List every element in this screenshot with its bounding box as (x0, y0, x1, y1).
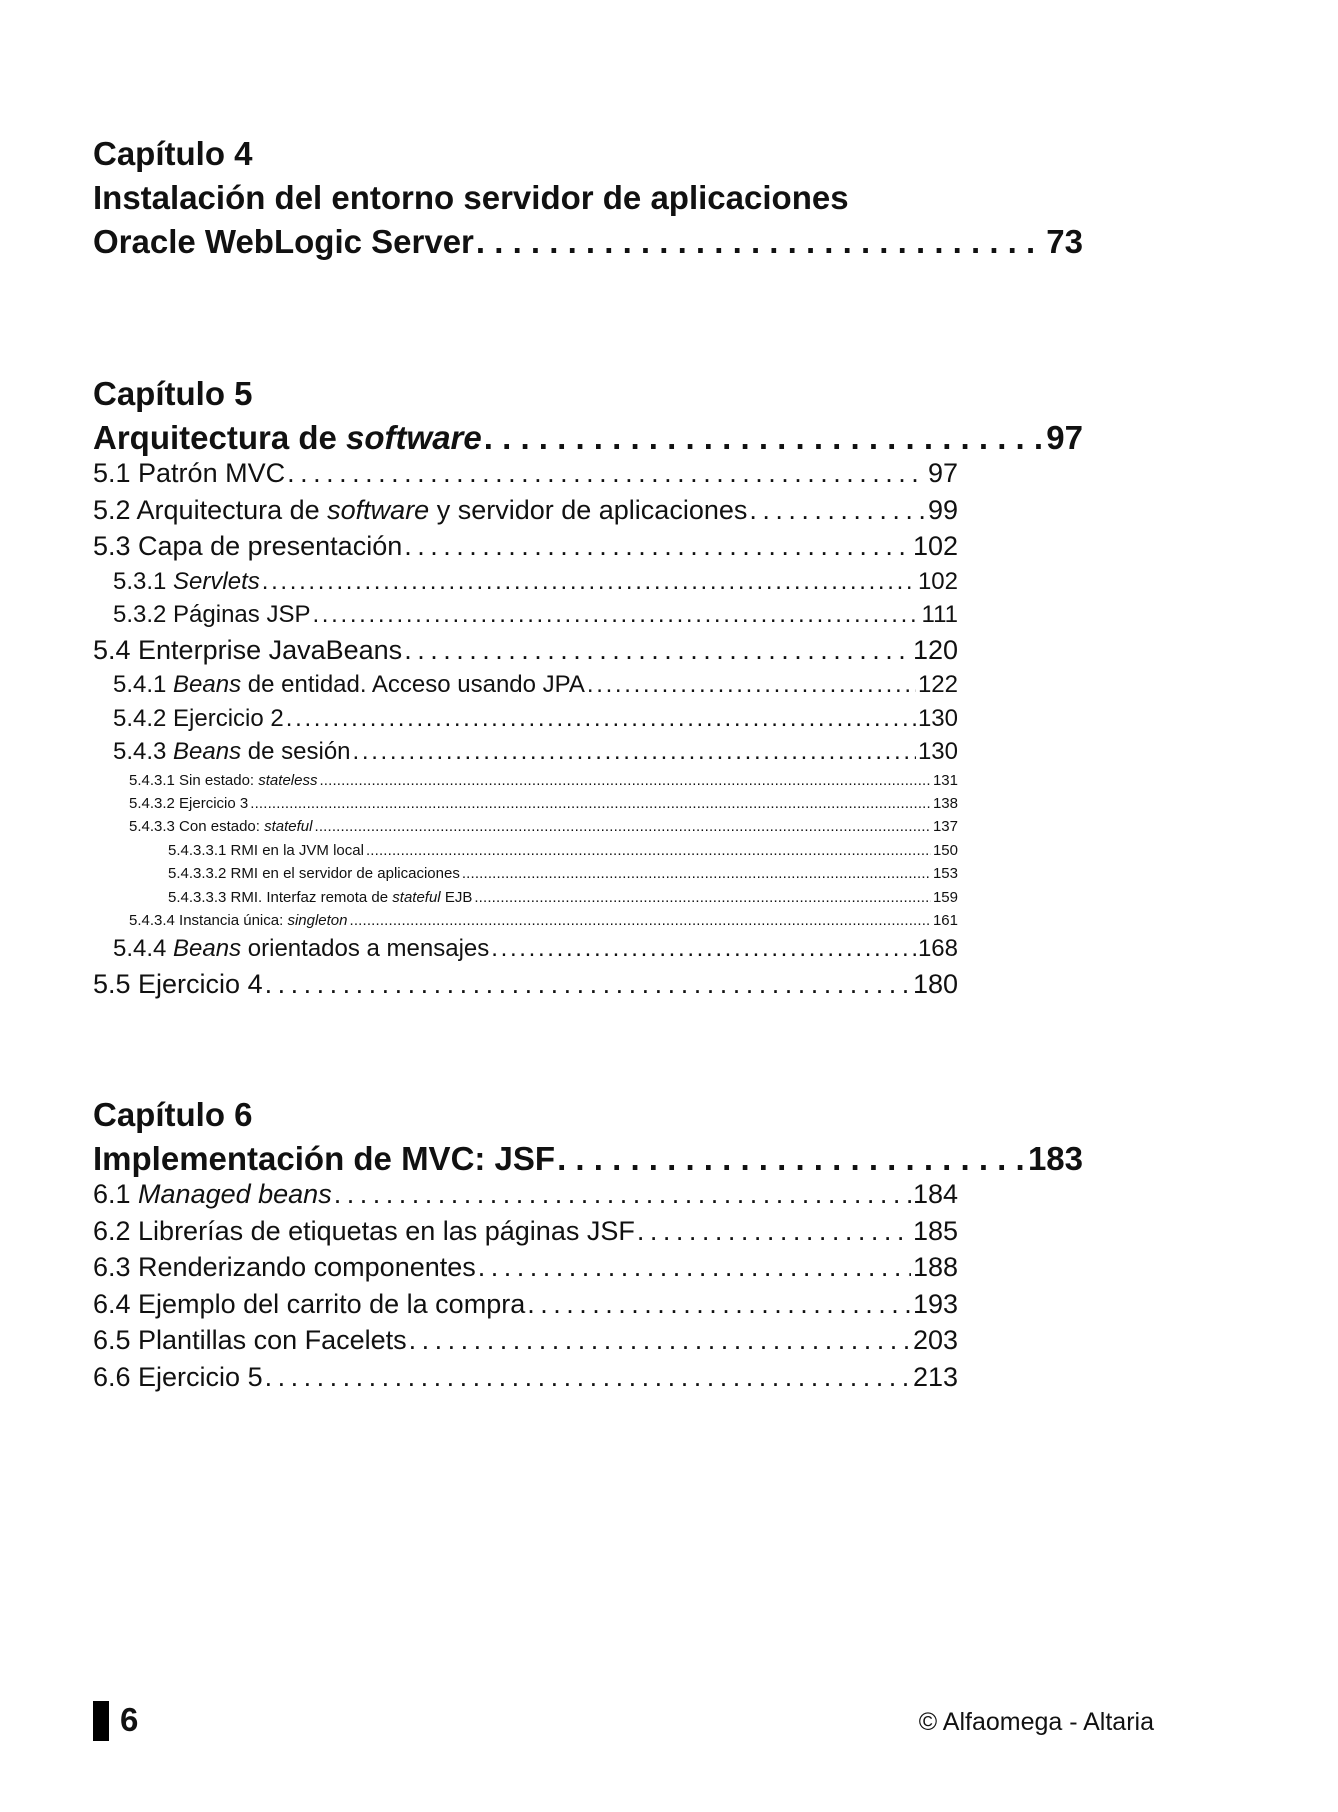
toc-entry[interactable]: 5.4.3.2 Ejercicio 3 . . . 138 (129, 792, 958, 815)
page-marker-bar (93, 1701, 109, 1741)
toc-entry[interactable]: 5.4 Enterprise JavaBeans . . . 120 (93, 632, 958, 669)
page-number: 97 (927, 458, 958, 488)
dot-leader (527, 1286, 911, 1323)
toc-entry[interactable]: 6.1 Managed beans . . . 184 (93, 1176, 958, 1213)
chapter-label: Capítulo 6 (93, 1096, 253, 1133)
page-number: 102 (912, 531, 958, 561)
page-number: 131 (932, 771, 958, 789)
toc-title-row[interactable] (93, 416, 1083, 460)
chapter-title: Arquitectura de software (93, 419, 482, 456)
dot-leader (287, 455, 926, 492)
toc-entry[interactable]: 5.2 Arquitectura de software y servidor de aplicaciones . . . 99 (93, 492, 958, 529)
dot-leader (478, 1249, 911, 1286)
page-number: 168 (917, 935, 958, 963)
dot-leader (484, 416, 1045, 460)
page-number: 97 (1046, 419, 1083, 456)
toc-entry[interactable]: 5.4.3.3 Con estado: stateful . . . 137 (129, 815, 958, 838)
dot-leader (404, 528, 911, 565)
toc-entry[interactable]: 5.3 Capa de presentación . . . 102 (93, 528, 958, 565)
chapter-6-heading (93, 1093, 1083, 1181)
page-number: 159 (932, 888, 958, 906)
page-number: 184 (912, 1179, 958, 1209)
toc-entry[interactable]: 5.4.1 Beans de entidad. Acceso usando JPA . . . 122 (113, 668, 958, 702)
dot-leader (474, 886, 931, 909)
page-number: 203 (912, 1325, 958, 1355)
toc-entry[interactable]: 5.1 Patrón MVC . . . 97 (93, 455, 958, 492)
dot-leader (491, 932, 916, 966)
page-number: 188 (912, 1252, 958, 1282)
page-number: 111 (921, 601, 958, 628)
dot-leader (265, 1359, 911, 1396)
chapter-label: Capítulo 5 (93, 375, 253, 412)
page-number: 99 (927, 494, 958, 525)
page-number: 102 (917, 567, 958, 595)
dot-leader (749, 492, 926, 529)
dot-leader (286, 702, 916, 736)
dot-leader (462, 862, 931, 885)
page-number: 130 (917, 704, 958, 732)
dot-leader (409, 1322, 911, 1359)
toc-entry[interactable]: 5.4.4 Beans orientados a mensajes . . . 168 (113, 932, 958, 966)
toc-entry[interactable]: 6.2 Librerías de etiquetas en las páginas JSF . . . 185 (93, 1213, 958, 1250)
chapter-4-heading (93, 132, 1083, 264)
page-number: 73 (1046, 223, 1083, 260)
dot-leader (557, 1137, 1026, 1181)
page-number: 183 (1027, 1140, 1083, 1177)
chapter-5-entries (93, 455, 958, 1002)
page-number: 161 (932, 911, 958, 929)
footer-page-number: 6 (120, 1701, 139, 1738)
dot-leader (312, 598, 919, 632)
page-number: 122 (917, 671, 958, 698)
page-number: 130 (917, 738, 958, 765)
dot-leader (404, 632, 911, 669)
dot-leader (314, 815, 930, 838)
chapter-6-entries (93, 1176, 958, 1395)
chapter-5-heading (93, 372, 1083, 460)
toc-entry[interactable]: 6.3 Renderizando componentes . . . 188 (93, 1249, 958, 1286)
dot-leader (262, 565, 916, 599)
dot-leader (587, 668, 916, 702)
page-number: 180 (912, 968, 958, 999)
toc-entry[interactable]: 5.3.1 Servlets . . . 102 (113, 565, 958, 599)
dot-leader (250, 792, 931, 815)
page-number: 193 (912, 1288, 958, 1319)
toc-entry[interactable]: 5.4.3.3.3 RMI. Interfaz remota de stateful EJB . . . 159 (168, 886, 958, 909)
toc-entry[interactable]: 5.4.3.1 Sin estado: stateless . . . 131 (129, 769, 958, 792)
dot-leader (334, 1176, 911, 1213)
toc-entry[interactable]: 5.4.3.3.2 RMI en el servidor de aplicaciones . . . 153 (168, 862, 958, 885)
toc-entry[interactable]: 5.4.3.4 Instancia única: singleton . . . 161 (129, 909, 958, 932)
dot-leader (265, 966, 911, 1003)
page-number: 120 (912, 634, 958, 665)
toc-entry[interactable]: 5.4.3.3.1 RMI en la JVM local . . . 150 (168, 839, 958, 862)
toc-entry[interactable]: 5.5 Ejercicio 4 . . . 180 (93, 966, 958, 1003)
toc-title-row[interactable] (93, 220, 1083, 264)
chapter-title-line: Instalación del entorno servidor de aplicaciones (93, 179, 849, 216)
footer-copyright: © Alfaomega - Altaria (918, 1708, 1154, 1736)
page-number: 137 (932, 818, 958, 836)
toc-entry[interactable]: 6.5 Plantillas con Facelets . . . 203 (93, 1322, 958, 1359)
dot-leader (319, 769, 931, 792)
dot-leader (366, 839, 931, 862)
toc-entry[interactable]: 6.6 Ejercicio 5 . . . 213 (93, 1359, 958, 1396)
dot-leader (349, 909, 930, 932)
dot-leader (637, 1213, 911, 1250)
page-number: 185 (912, 1215, 958, 1246)
toc-entry[interactable]: 5.4.3 Beans de sesión . . . 130 (113, 735, 958, 769)
page-number: 213 (912, 1361, 958, 1392)
page-number: 153 (932, 865, 958, 883)
dot-leader (476, 220, 1044, 264)
dot-leader (353, 735, 916, 769)
page-number: 150 (932, 841, 958, 859)
toc-entry[interactable]: 6.4 Ejemplo del carrito de la compra . . . 193 (93, 1286, 958, 1323)
page-number: 138 (932, 794, 958, 812)
chapter-title: Implementación de MVC: JSF (93, 1140, 556, 1177)
chapter-label: Capítulo 4 (93, 135, 253, 172)
toc-entry[interactable]: 5.4.2 Ejercicio 2 . . . 130 (113, 702, 958, 736)
toc-title-row[interactable] (93, 1137, 1083, 1181)
toc-entry[interactable]: 5.3.2 Páginas JSP . . . 111 (113, 598, 958, 632)
chapter-title-line: Oracle WebLogic Server (93, 223, 474, 260)
